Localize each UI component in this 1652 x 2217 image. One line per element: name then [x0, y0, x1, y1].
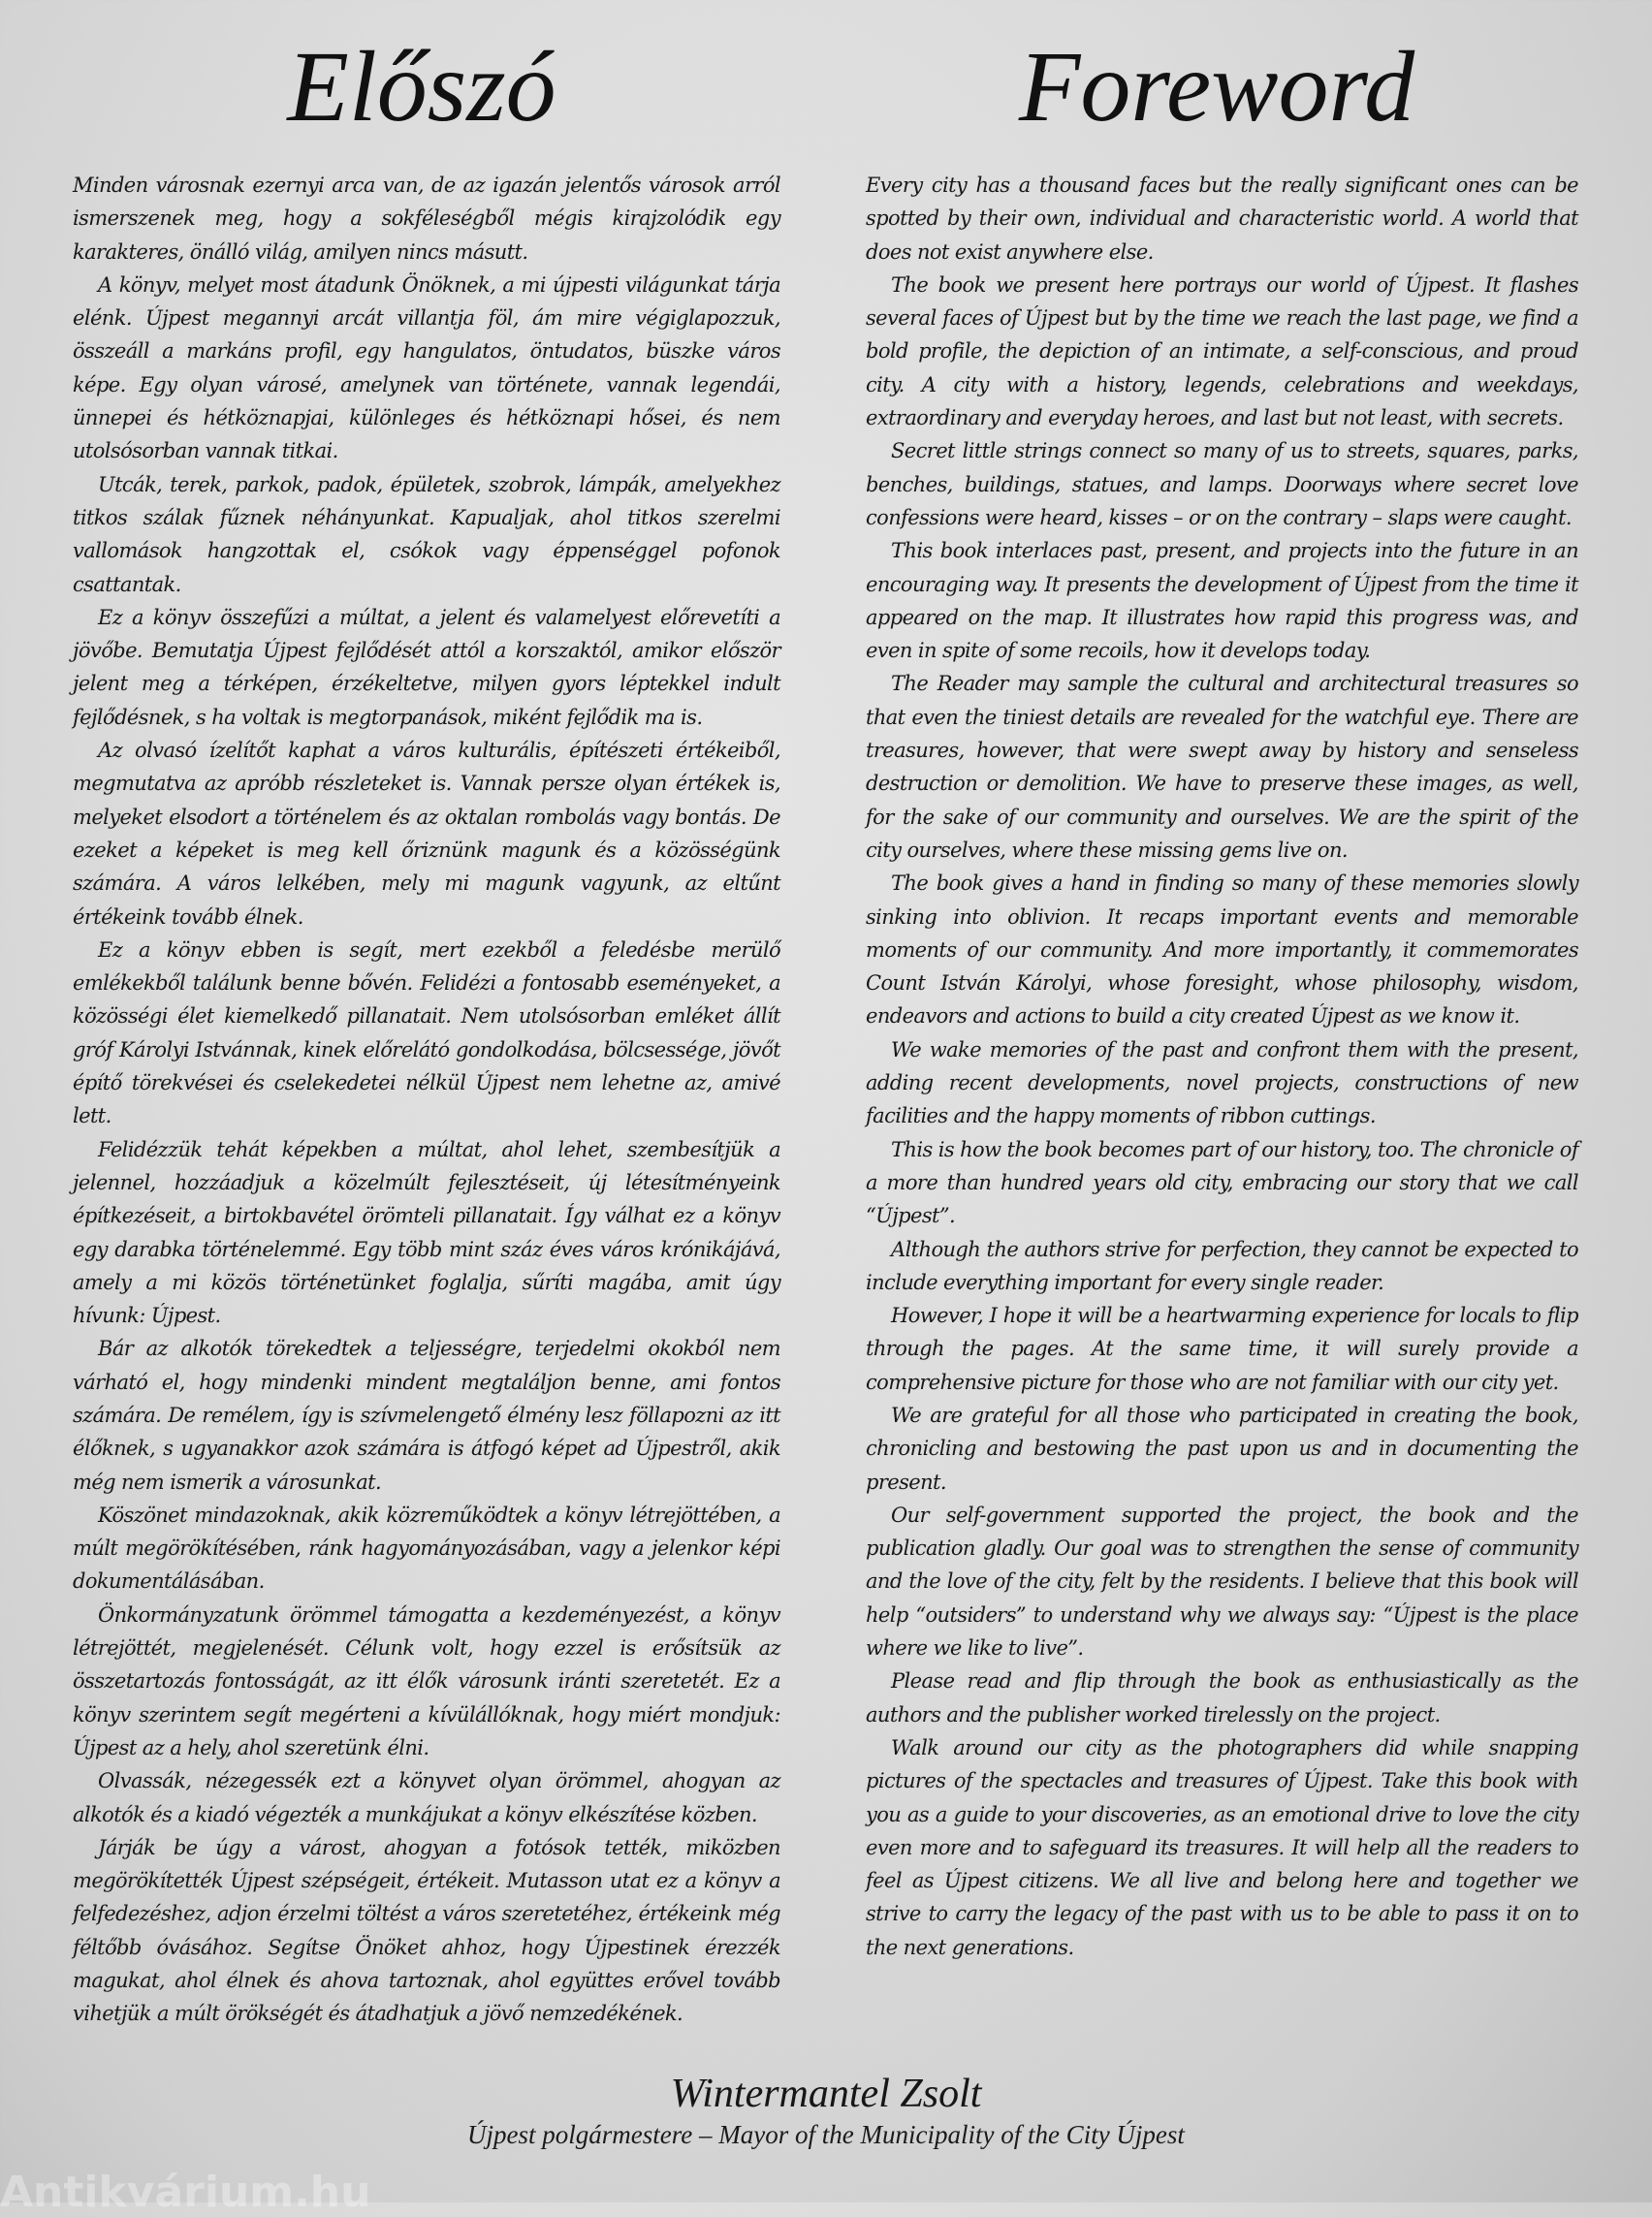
hungarian-paragraph: A könyv, melyet most átadunk Önöknek, a mi újpesti világunkat tárja elénk. Újpest megannyi arcát villantja föl, ám mire végiglapozzuk, összeáll a markáns profil, egy hangulatos, öntudatos, büszke város képe. Egy olyan városé, amelynek van története, vannak legendái, ünnepei és hétköznapjai, különleges és hétköznapi hősei, és nem utolsósorban vannak titkai. — [73, 272, 780, 463]
english-paragraph: The book we present here portrays our world of Újpest. It flashes several faces of Újpest but by the time we reach the last page, we find a bold profile, the depiction of an intimate, a self-conscious, and proud city. A city with a history, legends, celebrations and weekdays, extraordinary and everyday heroes, and last but not least, with secrets. — [866, 272, 1578, 430]
hungarian-paragraph: Köszönet mindazoknak, akik közreműködtek a könyv létrejöttében, a múlt megörökítésében, ránk hagyományozásában, vagy a jelenkor képi dokumentálásában. — [73, 1503, 780, 1594]
hungarian-paragraph: Járják be úgy a várost, ahogyan a fotósok tették, miközben megörökítették Újpest szépségeit, értékeit. Mutasson utat ez a könyv a felfedezéshez, adjon érzelmi töltést a város szeretetéhez, értékeink még féltőbb óvásához. Segítse Önöket ahhoz, hogy Újpestinek érezzék magukat, ahol élnek és ahova tartoznak, ahol együttes erővel tovább vihetjük a múlt örökségét és átadhatjuk a jövő nemzedékének. — [73, 1835, 780, 2026]
english-paragraph: Our self-government supported the project, the book and the publication gladly. Our goal was to strengthen the sense of community and the love of the city, felt by the residents. I believe that this book will help “outsiders” to understand why we always say: “Újpest is the place where we like to live”. — [866, 1503, 1578, 1661]
hungarian-paragraph: Felidézzük tehát képekben a múltat, ahol lehet, szembesítjük a jelennel, hozzáadjuk a közelmúlt fejlesztéseit, új létesítményeink építkezéseit, a birtokbavétel örömteli pillanatait. Így válhat ez a könyv egy darabka történelemmé. Egy több mint száz éves város krónikájává, amely a mi közös történetünket foglalja, sűríti magába, amit úgy hívunk: Újpest. — [73, 1137, 780, 1328]
signature-name: Wintermantel Zsolt — [670, 2072, 982, 2116]
hungarian-paragraph: Ez a könyv ebben is segít, mert ezekből a feledésbe merülő emlékekből találunk benne bővén. Felidézi a fontosabb eseményeket, a közösségi élet kiemelkedő pillanatait. Nem utolsósorban emléket állít gróf Károlyi Istvánnak, kinek előrelátó gondolkodása, bölcsessége, jövőt építő törekvései és cselekedetei nélkül Újpest nem lehetne az, amivé lett. — [73, 937, 780, 1128]
hungarian-paragraph: Olvassák, nézegessék ezt a könyvet olyan örömmel, ahogyan az alkotók és a kiadó végezték a munkájukat a könyv elkészítése közben. — [73, 1769, 780, 1826]
english-paragraph: Please read and flip through the book as enthusiastically as the authors and the publisher worked tirelessly on the project. — [866, 1669, 1578, 1726]
english-paragraph: This book interlaces past, present, and projects into the future in an encouraging way. It presents the development of Újpest from the time it appeared on the map. It illustrates how rapid this progress was, and even in spite of some recoils, how it develops today. — [866, 539, 1578, 663]
english-paragraph: Although the authors strive for perfection, they cannot be expected to include everything important for every single reader. — [866, 1237, 1578, 1294]
english-title: Foreword — [1018, 31, 1415, 143]
english-paragraph: Walk around our city as the photographers did while snapping pictures of the spectacles and treasures of Újpest. Take this book with you as a guide to your discoveries, as an emotional drive to love the city even more and to safeguard its treasures. It will help all the readers to feel as Újpest citizens. We all live and belong here and together we strive to carry the legacy of the past with us to be able to pass it on to the next generations. — [866, 1735, 1578, 1959]
watermark: Antikvárium.hu — [0, 2168, 371, 2217]
english-paragraph: Secret little strings connect so many of us to streets, squares, parks, benches, buildings, statues, and lamps. Doorways where secret love confessions were heard, kisses – or on the contrary – slaps were caught. — [866, 439, 1578, 529]
hungarian-paragraph: Minden városnak ezernyi arca van, de az igazán jelentős városok arról ismerszenek meg, hogy a sokféleségből mégis kirajzolódik egy karakteres, önálló világ, amilyen nincs másutt. — [73, 174, 780, 264]
english-paragraph: We wake memories of the past and confront them with the present, adding recent developments, novel projects, constructions of new facilities and the happy moments of ribbon cuttings. — [866, 1037, 1578, 1128]
hungarian-paragraph: Utcák, terek, parkok, padok, épületek, szobrok, lámpák, amelyekhez titkos szálak fűznek néhányunkat. Kapualjak, ahol titkos szerelmi vallomások hangzottak el, csókok vagy éppenséggel pofonok csattantak. — [73, 472, 780, 596]
hungarian-title: Előszó — [287, 31, 556, 143]
signature-title: Újpest polgármestere – Mayor of the Municipality of the City Újpest — [467, 2120, 1185, 2149]
english-paragraph: Every city has a thousand faces but the really significant ones can be spotted by their own, individual and characteristic world. A world that does not exist anywhere else. — [866, 174, 1578, 264]
hungarian-paragraph: Az olvasó ízelítőt kaphat a város kulturális, építészeti értékeiből, megmutatva az apróbb részleteket is. Vannak persze olyan értékek is, melyeket elsodort a történelem és az oktalan rombolás vagy bontás. De ezeket a képeket is meg kell őriznünk magunk és a közösségünk számára. A város lelkében, mely mi magunk vagyunk, az eltűnt értékeink tovább élnek. — [73, 739, 780, 929]
hungarian-paragraph: Bár az alkotók törekedtek a teljességre, terjedelmi okokból nem várható el, hogy mindenki mindent megtaláljon benne, ami fontos számára. De remélem, így is szívmelengető élmény lesz föllapozni az itt élőknek, s ugyanakkor azok számára is átfogó képet ad Újpestről, akik még nem ismerik a városunkat. — [73, 1337, 780, 1494]
english-paragraph: The Reader may sample the cultural and architectural treasures so that even the tiniest details are revealed for the watchful eye. There are treasures, however, that were swept away by history and senseless destruction or demolition. We have to preserve these images, as well, for the sake of our community and ourselves. We are the spirit of the city ourselves, where these missing gems live on. — [866, 672, 1578, 862]
english-paragraph: We are grateful for all those who participated in creating the book, chronicling and bestowing the past upon us and in documenting the present. — [866, 1403, 1578, 1494]
hungarian-column — [73, 169, 780, 2031]
english-paragraph: This is how the book becomes part of our history, too. The chronicle of a more than hundred years old city, embracing our story that we call “Újpest”. — [866, 1137, 1578, 1228]
english-paragraph: The book gives a hand in finding so many of these memories slowly sinking into oblivion. It recaps important events and memorable moments of our community. And more importantly, it commemorates Count István Károlyi, whose foresight, whose philosophy, wisdom, endeavors and actions to build a city created Újpest as we know it. — [866, 871, 1578, 1029]
hungarian-paragraph: Önkormányzatunk örömmel támogatta a kezdeményezést, a könyv létrejöttét, megjelenését. Célunk volt, hogy ezzel is erősítsük az összetartozás fontosságát, az itt élők városunk iránti szeretetét. Ez a könyv szerintem segít megérteni a kívülállóknak, hogy miért mondjuk: Újpest az a hely, ahol szeretünk élni. — [73, 1602, 780, 1759]
hungarian-paragraph: Ez a könyv összefűzi a múltat, a jelent és valamelyest előrevetíti a jövőbe. Bemutatja Újpest fejlődését attól a korszaktól, amikor először jelent meg a térképen, érzékeltetve, milyen gyors léptekkel indult fejlődésnek, s ha voltak is megtorpanások, miként fejlődik ma is. — [73, 605, 780, 729]
english-paragraph: However, I hope it will be a heartwarming experience for locals to flip through the pages. At the same time, it will surely provide a comprehensive picture for those who are not familiar with our city yet. — [866, 1304, 1578, 1394]
signature-block — [0, 2071, 1652, 2152]
english-column — [866, 169, 1578, 1964]
